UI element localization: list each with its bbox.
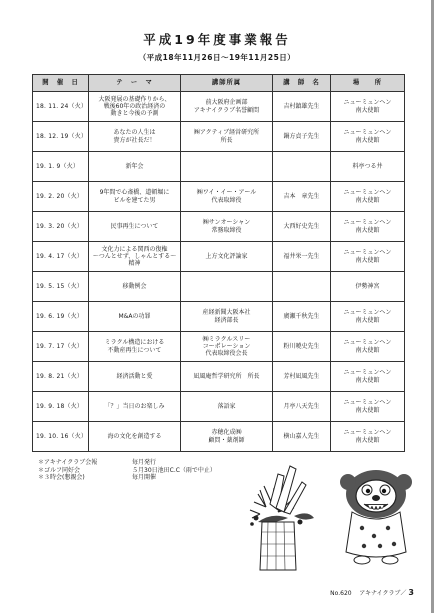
- cell-theme-line: M&Aの功罪: [118, 312, 151, 320]
- cell-theme-line: ～つんとせず、しゃんとする～: [92, 252, 177, 260]
- cell-venue-line: ニューミュンヘン: [343, 129, 392, 137]
- page-subtitle: （平成18年11月26日～19年11月25日）: [138, 53, 296, 62]
- cell-venue: [331, 302, 405, 332]
- cell-venue-line: ニューミュンヘン: [343, 369, 392, 377]
- cell-speaker: [273, 332, 331, 362]
- cell-theme-line: 貴方が社長だ！: [113, 136, 156, 144]
- cell-theme-line: 動きと今後の予測: [110, 110, 159, 118]
- new-year-illustration: [248, 452, 418, 584]
- cell-speaker: [273, 152, 331, 182]
- cell-venue-line: 南大使館: [355, 436, 380, 444]
- cell-organization-line: ㈱ワイ・イー・アール: [196, 189, 257, 197]
- cell-theme-line: 民事再生について: [110, 222, 159, 230]
- cell-theme-line: 不動産再生について: [107, 346, 162, 354]
- cell-venue-line: 伊勢神宮: [355, 282, 380, 290]
- cell-theme: [89, 392, 181, 422]
- cell-organization-line: 所長: [220, 136, 233, 144]
- table-header-row: [33, 75, 405, 92]
- table-row: [33, 422, 405, 452]
- cell-organization: [181, 392, 273, 422]
- header-theme: テ ー マ: [89, 75, 181, 92]
- cell-organization: [181, 422, 273, 452]
- cell-organization-line: コーポレーション: [202, 342, 251, 350]
- header-speaker: 講 師 名: [273, 75, 331, 92]
- cell-speaker: [273, 362, 331, 392]
- cell-theme: [89, 362, 181, 392]
- schedule-table: [32, 74, 405, 452]
- cell-speaker: [273, 92, 331, 122]
- cell-date: 19. 1. 9（火）: [33, 152, 89, 182]
- cell-organization-line: ㈱ミラクルスリー: [202, 335, 251, 343]
- publication-name: アキナイクラブ／: [359, 590, 407, 597]
- table-row: [33, 122, 405, 152]
- cell-theme: [89, 422, 181, 452]
- cell-date: 19. 3. 20（火）: [33, 212, 89, 242]
- cell-venue: [331, 212, 405, 242]
- table-row: [33, 182, 405, 212]
- cell-speaker: [273, 182, 331, 212]
- cell-speaker: [273, 392, 331, 422]
- cell-theme-line: 精神: [128, 260, 141, 268]
- cell-organization-line: 前大阪府企画部: [205, 99, 248, 107]
- note-item: [38, 474, 216, 482]
- cell-theme-line: 大阪発展の基礎作りから、: [98, 95, 171, 103]
- cell-date: 19. 8. 21（火）: [33, 362, 89, 392]
- cell-venue-line: ニューミュンヘン: [343, 99, 392, 107]
- cell-speaker: [273, 122, 331, 152]
- cell-speaker-line: 廣瀬千秋先生: [283, 312, 320, 320]
- cell-organization: [181, 302, 273, 332]
- cell-venue-line: 南大使館: [355, 346, 380, 354]
- cell-venue-line: 南大使館: [355, 316, 380, 324]
- cell-speaker: [273, 422, 331, 452]
- cell-theme-line: 新年会: [125, 162, 144, 170]
- cell-speaker: [273, 302, 331, 332]
- note-label: ＊アキナイクラブ会報: [38, 459, 98, 466]
- cell-theme-line: 経済活動と愛: [116, 372, 153, 380]
- header-date: 開 催 日: [33, 75, 89, 92]
- cell-date: 19. 6. 19（火）: [33, 302, 89, 332]
- table-row: [33, 92, 405, 122]
- cell-theme: [89, 92, 181, 122]
- cell-speaker-line: 鍋方貞子先生: [283, 132, 320, 140]
- cell-organization-line: 代表取締役会長: [205, 350, 248, 358]
- cell-theme-line: 文化力による関西の復権: [101, 245, 168, 253]
- cell-organization-line: 顧問・薬剤師: [208, 436, 245, 444]
- cell-organization: [181, 362, 273, 392]
- cell-venue-line: 南大使館: [355, 226, 380, 234]
- cell-venue: [331, 92, 405, 122]
- cell-venue-line: ニューミュンヘン: [343, 429, 392, 437]
- table-row: [33, 272, 405, 302]
- cell-organization: [181, 212, 273, 242]
- cell-venue-line: ニューミュンヘン: [343, 399, 392, 407]
- cell-theme-line: 移動例会: [122, 282, 147, 290]
- cell-organization: [181, 182, 273, 212]
- page-title: 平成19年度事業報告: [143, 32, 291, 47]
- cell-organization: [181, 242, 273, 272]
- cell-speaker-line: 粉川曉史先生: [283, 342, 320, 350]
- cell-organization-line: 凪風庵哲学研究所 所長: [193, 372, 260, 380]
- cell-venue-line: ニューミュンヘン: [343, 339, 392, 347]
- table-row: [33, 212, 405, 242]
- cell-speaker-line: 芳村凪風先生: [283, 372, 320, 380]
- cell-organization-line: 常務取締役: [211, 226, 242, 234]
- cell-venue: [331, 392, 405, 422]
- cell-theme: [89, 152, 181, 182]
- cell-speaker-line: 吉本 章先生: [283, 192, 320, 200]
- cell-speaker-line: 吉村鎮雄先生: [283, 102, 320, 110]
- cell-date: 18. 11. 24（火）: [33, 92, 89, 122]
- cell-theme: [89, 302, 181, 332]
- cell-date: 19. 5. 15（火）: [33, 272, 89, 302]
- cell-theme: [89, 272, 181, 302]
- cell-venue: [331, 272, 405, 302]
- cell-theme: [89, 122, 181, 152]
- cell-organization: [181, 272, 273, 302]
- cell-date: 19. 7. 17（火）: [33, 332, 89, 362]
- cell-venue: [331, 362, 405, 392]
- cell-venue-line: ニューミュンヘン: [343, 309, 392, 317]
- cell-organization-line: アキナイクラブ名誉顧問: [193, 106, 260, 114]
- cell-venue: [331, 332, 405, 362]
- cell-speaker-line: 大西好史先生: [283, 222, 320, 230]
- cell-organization-line: ㈱サンオーシャン: [202, 219, 251, 227]
- cell-organization-line: ㈱アクティブ経営研究所: [193, 129, 260, 137]
- cell-venue: [331, 422, 405, 452]
- cell-venue-line: 南大使館: [355, 136, 380, 144]
- table-row: [33, 152, 405, 182]
- cell-organization-line: 経済部長: [214, 316, 239, 324]
- cell-organization: [181, 332, 273, 362]
- cell-theme-line: ミラクル構造における: [104, 339, 165, 347]
- issue-number: No.620: [330, 590, 352, 597]
- cell-organization-line: 産経新聞大阪本社: [202, 309, 251, 317]
- cell-venue: [331, 122, 405, 152]
- cell-organization: [181, 92, 273, 122]
- cell-theme: [89, 242, 181, 272]
- cell-theme-line: ビルを建てた男: [113, 196, 156, 204]
- table-row: [33, 362, 405, 392]
- cell-venue-line: 南大使館: [355, 376, 380, 384]
- cell-theme-line: 「？」当日のお楽しみ: [104, 402, 165, 410]
- cell-venue-line: 南大使館: [355, 106, 380, 114]
- cell-speaker: [273, 272, 331, 302]
- table-row: [33, 332, 405, 362]
- cell-organization-line: 赤穂化成㈱: [211, 429, 242, 437]
- cell-date: 19. 10. 16（火）: [33, 422, 89, 452]
- cell-theme-line: 海の文化を創造する: [107, 432, 162, 440]
- note-value: 毎月開催: [132, 474, 157, 482]
- cell-date: 19. 2. 20（火）: [33, 182, 89, 212]
- cell-organization-line: 落語家: [217, 402, 236, 410]
- cell-venue: [331, 242, 405, 272]
- cell-venue-line: 南大使館: [355, 196, 380, 204]
- page-number: 3: [408, 588, 414, 597]
- cell-speaker: [273, 242, 331, 272]
- cell-venue: [331, 152, 405, 182]
- cell-organization: [181, 122, 273, 152]
- header-organization: 講師所属: [181, 75, 273, 92]
- kadomatsu-illustration: [250, 466, 314, 570]
- cell-date: 19. 9. 18（火）: [33, 392, 89, 422]
- note-label: ＊ゴルフ同好会: [38, 466, 81, 474]
- cell-venue-line: 南大使館: [355, 256, 380, 264]
- cell-venue-line: ニューミュンヘン: [343, 249, 392, 257]
- cell-organization-line: 上方文化評論家: [205, 252, 248, 260]
- cell-speaker-line: 月亭八天先生: [283, 402, 320, 410]
- cell-theme-line: あなたの人生は: [113, 129, 156, 137]
- notes-list: [38, 459, 216, 482]
- cell-speaker: [273, 212, 331, 242]
- cell-theme: [89, 182, 181, 212]
- note-value: ５月30日池田C.C（雨で中止）: [132, 466, 216, 474]
- cell-speaker-line: 横山嘉人先生: [283, 432, 320, 440]
- note-value: 毎月発行: [132, 459, 157, 466]
- cell-speaker-line: 福井栄一先生: [283, 252, 320, 260]
- cell-venue-line: ニューミュンヘン: [343, 219, 392, 227]
- cell-venue: [331, 182, 405, 212]
- cell-theme: [89, 212, 181, 242]
- cell-venue-line: ニューミュンヘン: [343, 189, 392, 197]
- table-row: [33, 242, 405, 272]
- cell-theme: [89, 332, 181, 362]
- header-venue: 場 所: [331, 75, 405, 92]
- note-label: ＊３時会(懇親会): [38, 474, 85, 482]
- cell-organization-line: 代表取締役: [211, 196, 242, 204]
- lion-mask-illustration: [340, 470, 412, 564]
- cell-organization: [181, 152, 273, 182]
- cell-theme-line: 9年間で心斎橋、道頓堀に: [99, 189, 170, 197]
- page-footer: [330, 588, 414, 597]
- cell-date: 18. 12. 19（火）: [33, 122, 89, 152]
- cell-venue-line: 南大使館: [355, 406, 380, 414]
- cell-theme-line: 戦後60年の政治経済の: [103, 102, 166, 110]
- table-row: [33, 392, 405, 422]
- cell-venue-line: 料亭つる井: [352, 162, 383, 170]
- note-item: [38, 459, 216, 467]
- table-row: [33, 302, 405, 332]
- cell-date: 19. 4. 17（火）: [33, 242, 89, 272]
